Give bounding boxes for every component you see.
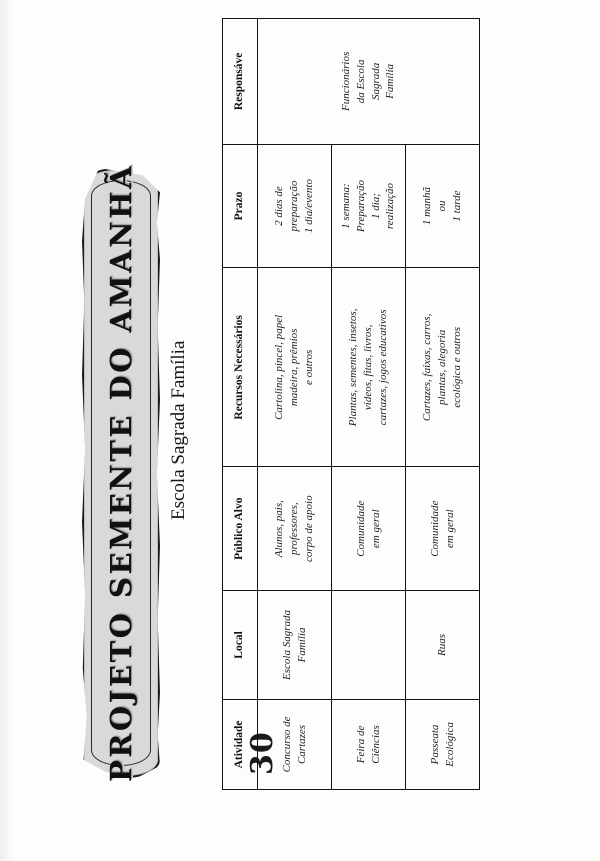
cell-publico-alvo: Comunidade em geral [332,467,406,591]
column-header-recursos: Recursos Necessários [223,268,258,467]
page-number: 30 [245,731,280,775]
page-edge-shading [0,0,14,861]
column-header-prazo: Prazo [223,144,258,268]
cell-responsavel: Funcionários da Escola Sagrada Família [258,19,480,145]
cell-recursos: Cartolina, pincel, papel madeira, prêmios e outros [258,268,332,467]
cell-atividade: Concurso de Cartazes [258,699,332,789]
planning-table-container [222,18,482,790]
cell-prazo: 1 manhã ou 1 tarde [406,144,480,268]
cell-atividade: Feira de Ciências [332,699,406,789]
column-header-publico-alvo: Público Alvo [223,467,258,591]
cell-atividade: Passeata Ecológica [406,699,480,789]
cell-local: Escola Sagrada Família [258,590,332,699]
cell-publico-alvo: Comunidade em geral [406,467,480,591]
column-header-local: Local [223,590,258,699]
cell-recursos: Plantas, sementes, insetos, vídeos, fitas, livros, cartazes, jogos educativos [332,268,406,467]
banner-title-text: PROJETO SEMENTE DO AMANHÃ [104,164,138,782]
table-row [258,19,332,790]
school-name: Escola Sagrada Família [168,340,189,520]
cell-local [332,590,406,699]
cell-publico-alvo: Alunos, pais, professores, corpo de apoio [258,467,332,591]
cell-prazo: 1 semana: Preparação 1 dia; realização [332,144,406,268]
column-header-atividade: Atividade [223,699,258,789]
project-title-banner [82,164,160,782]
cell-recursos: Cartazes, faixas, carros, plantas, alegoria ecológica e outros [406,268,480,467]
table-header-row [223,19,258,790]
cell-local: Ruas [406,590,480,699]
planning-table [222,18,480,790]
cell-prazo: 2 dias de preparação 1 dia/evento [258,144,332,268]
column-header-responsavel: Responsáve [223,19,258,145]
